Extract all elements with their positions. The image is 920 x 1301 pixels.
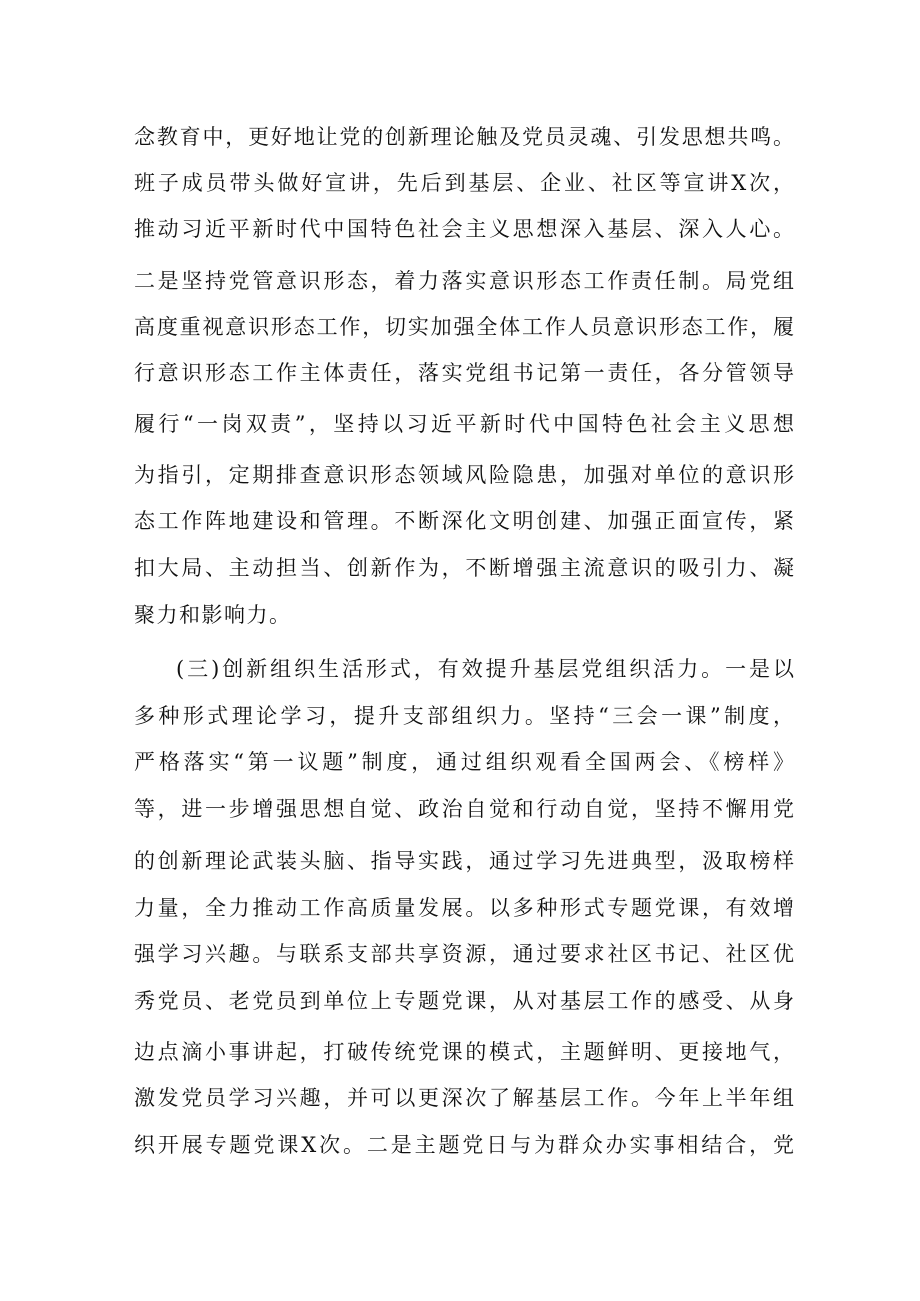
paragraph-a-line-2: 班子成员带头做好宣讲，先后到基层、企业、社区等宣讲X次， xyxy=(134,171,794,195)
paragraph-a-line-4: 二是坚持党管意识形态，着力落实意识形态工作责任制。局党组 xyxy=(134,269,794,293)
paragraph-b-line-3: 严格落实“第一议题”制度，通过组织观看全国两会、《榜样》 xyxy=(134,750,794,774)
paragraph-b-line-8: 秀党员、老党员到单位上专题党课，从对基层工作的感受、从身 xyxy=(134,989,794,1013)
paragraph-b-line-5: 的创新理论武装头脑、指导实践，通过学习先进典型，汲取榜样 xyxy=(134,849,794,873)
paragraph-a-line-8: 为指引，定期排查意识形态领域风险隐患，加强对单位的意识形 xyxy=(134,463,794,487)
paragraph-a-line-1: 念教育中，更好地让党的创新理论触及党员灵魂、引发思想共鸣。 xyxy=(134,125,794,149)
paragraph-b-line-6: 力量，全力推动工作高质量发展。以多种形式专题党课，有效增 xyxy=(134,896,794,920)
paragraph-b-line-1: (三)创新组织生活形式，有效提升基层党组织活力。一是以 xyxy=(176,657,794,681)
paragraph-b-line-2: 多种形式理论学习，提升支部组织力。坚持“三会一课”制度， xyxy=(134,704,794,728)
paragraph-b-line-11: 织开展专题党课X次。二是主题党日与为群众办实事相结合，党 xyxy=(134,1133,794,1157)
paragraph-b-line-10: 激发党员学习兴趣，并可以更深次了解基层工作。今年上半年组 xyxy=(134,1086,794,1110)
paragraph-a-line-10: 扣大局、主动担当、创新作为，不断增强主流意识的吸引力、凝 xyxy=(134,556,794,580)
paragraph-a-line-6: 行意识形态工作主体责任，落实党组书记第一责任，各分管领导 xyxy=(134,361,794,385)
paragraph-b-line-9: 边点滴小事讲起，打破传统党课的模式，主题鲜明、更接地气， xyxy=(134,1040,794,1064)
paragraph-a-line-7: 履行“一岗双责”，坚持以习近平新时代中国特色社会主义思想 xyxy=(134,412,794,436)
paragraph-a-line-3: 推动习近平新时代中国特色社会主义思想深入基层、深入人心。 xyxy=(134,217,794,241)
paragraph-a-line-11: 聚力和影响力。 xyxy=(134,603,292,627)
paragraph-b-line-4: 等，进一步增强思想自觉、政治自觉和行动自觉，坚持不懈用党 xyxy=(134,797,794,821)
paragraph-b-line-7: 强学习兴趣。与联系支部共享资源，通过要求社区书记、社区优 xyxy=(134,942,794,966)
paragraph-a-line-5: 高度重视意识形态工作，切实加强全体工作人员意识形态工作，履 xyxy=(134,315,794,339)
paragraph-a-line-9: 态工作阵地建设和管理。不断深化文明创建、加强正面宣传，紧 xyxy=(134,509,794,533)
